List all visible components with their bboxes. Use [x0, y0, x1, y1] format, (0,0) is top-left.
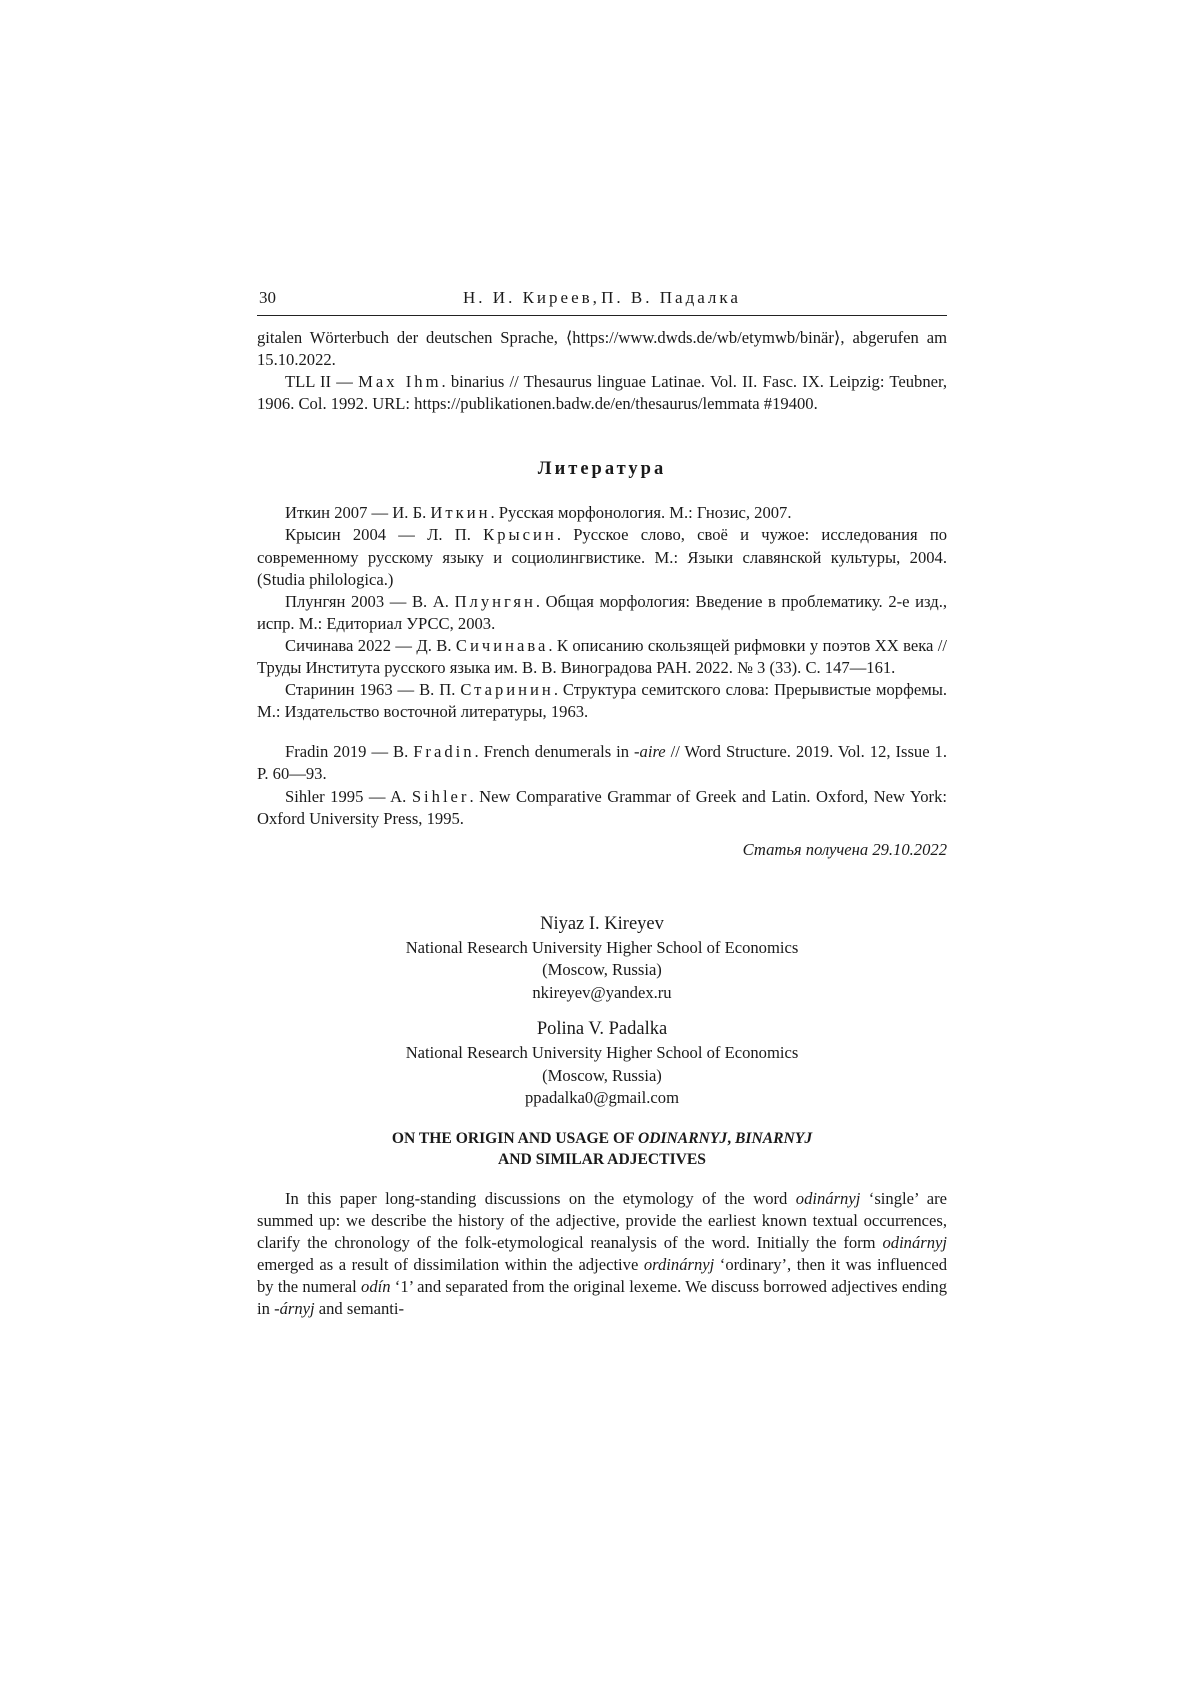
running-head-authors [257, 288, 947, 308]
entry-author: Sihler [411, 786, 470, 806]
entry-lead: Иткин 2007 — И. Б. [285, 503, 431, 523]
source-rest: . binarius // Thesaurus linguae Latinae. Vol. II. Fasc. IX. Leipzig: Teubner, 1906. Col. 1992. URL: https://publikationen.badw.de/en/thesaurus/lemmata #19400. [257, 372, 947, 414]
entry-lead: Sihler 1995 — A. [285, 786, 412, 806]
title-line-1 [257, 1128, 947, 1149]
abstract [257, 1188, 947, 1321]
entry-rest: . Русское слово, своё и чужое: исследования по современному русскому языку и социолингвистике. М.: Языки славянской культуры, 2004. (Studia philologica.) [257, 525, 948, 589]
section-gap [257, 723, 947, 741]
abstract-text: In this paper long-standing discussions on the etymology of the word [285, 1188, 796, 1208]
literature-entry [257, 524, 947, 590]
source-entry [257, 371, 947, 415]
source-entry [257, 327, 947, 371]
literature-entry [257, 502, 947, 524]
entry-rest: . Общая морфология: Введение в проблематику. 2-е изд., испр. М.: Едиториал УРСС, 2003. [257, 591, 948, 633]
entry-rest: // Word Structure. 2019. Vol. 12, Issue 1. P. 60—93. [257, 742, 947, 784]
source-lead: TLL II — [285, 372, 359, 392]
entry-lead: Плунгян 2003 — В. А. [285, 591, 455, 611]
entry-lead: Fradin 2019 — B. [285, 742, 414, 762]
entry-rest: . К описанию скользящей рифмовки у поэтов XX века // Труды Института русского языка им. В. В. Виноградова РАН. 2022. № 3 (33). С. 147—161. [257, 635, 947, 678]
entry-author: Старинин [460, 680, 554, 700]
author-email: ppadalka0@gmail.com [525, 1088, 679, 1108]
source-text: gitalen Wörterbuch der deutschen Sprache, ⟨https://www.dwds.de/wb/etymwb/binär⟩, abgerufen am 15.10.2022. [257, 328, 947, 370]
running-head-separator: , [592, 288, 602, 307]
author-name: Niyaz I. Kireyev [540, 913, 664, 934]
entry-italic: -aire [634, 742, 666, 762]
sources-continuation [257, 327, 947, 415]
entry-author: Fradin [413, 742, 475, 762]
running-head-author-1: Н. И. Киреев [463, 288, 593, 307]
abstract-text: ‘single’ are summed up: we describe the history of the adjective, provide the earliest known textual occurrences, clarify the chronology of the folk-etymological reanalysis of the word. Initially the form [257, 1188, 947, 1252]
title-italic: BINARNYJ [735, 1129, 813, 1147]
abstract-term: odinárnyj [882, 1232, 947, 1252]
title-part: ON THE ORIGIN AND USAGE OF [391, 1129, 638, 1147]
entry-author: Крысин [483, 525, 557, 545]
entry-rest: . Русская морфонология. М.: Гнозис, 2007. [490, 503, 792, 523]
abstract-text: ‘1’ and separated from the original lexeme. We discuss borrowed adjectives ending in [257, 1277, 947, 1319]
abstract-text: ‘ordinary’, then it was influenced by the numeral [257, 1255, 947, 1297]
running-head-author-2: П. В. Падалка [601, 288, 741, 307]
entry-rest: . New Comparative Grammar of Greek and Latin. Oxford, New York: Oxford University Press, 1995. [257, 786, 947, 828]
page-number: 30 [259, 288, 276, 307]
title-sep: , [727, 1129, 735, 1147]
entry-lead: Старинин 1963 — В. П. [285, 680, 461, 700]
abstract-term: odín [361, 1277, 391, 1297]
author-location: (Moscow, Russia) [542, 1065, 662, 1085]
literature-list [257, 502, 947, 860]
literature-entry [257, 679, 947, 723]
title-italic: ODINARNYJ [637, 1129, 728, 1147]
page [257, 285, 947, 1320]
abstract-text: and semanti- [314, 1299, 405, 1319]
entry-author: Сичинава [455, 635, 549, 655]
abstract-term: ordinárnyj [643, 1255, 715, 1275]
entry-author: Плунгян [454, 591, 536, 611]
author-block [257, 1016, 947, 1110]
author-name: Polina V. Padalka [536, 1019, 668, 1040]
literature-entry-sihler [257, 786, 947, 830]
received-date: Статья получена 29.10.2022 [742, 839, 947, 859]
abstract-term: -árnyj [274, 1299, 315, 1319]
literature-entry [257, 591, 947, 635]
literature-heading: Литература [537, 459, 667, 480]
literature-entry-fradin [257, 741, 947, 785]
literature-entry [257, 635, 947, 679]
author-email: nkireyev@yandex.ru [532, 982, 672, 1002]
abstract-text: emerged as a result of dissimilation within the adjective [257, 1255, 644, 1275]
entry-lead: Сичинава 2022 — Д. В. [285, 635, 456, 655]
title-line-2: AND SIMILAR ADJECTIVES [498, 1150, 706, 1168]
author-affiliation: National Research University Higher School of Economics [405, 937, 799, 957]
abstract-term: odinárnyj [795, 1188, 861, 1208]
author-location: (Moscow, Russia) [542, 960, 662, 980]
entry-rest: . Структура семитского слова: Прерывистые морфемы. М.: Издательство восточной литературы, 1963. [257, 680, 947, 722]
entry-lead: Крысин 2004 — Л. П. [285, 525, 484, 545]
author-block [257, 911, 947, 1005]
article-title-en [257, 1128, 947, 1170]
running-head [257, 285, 947, 316]
author-affiliation: National Research University Higher School of Economics [405, 1043, 799, 1063]
entry-author: Иткин [430, 503, 491, 523]
source-author: Max Ihm [358, 372, 442, 392]
entry-mid: . French denumerals in [474, 742, 635, 762]
